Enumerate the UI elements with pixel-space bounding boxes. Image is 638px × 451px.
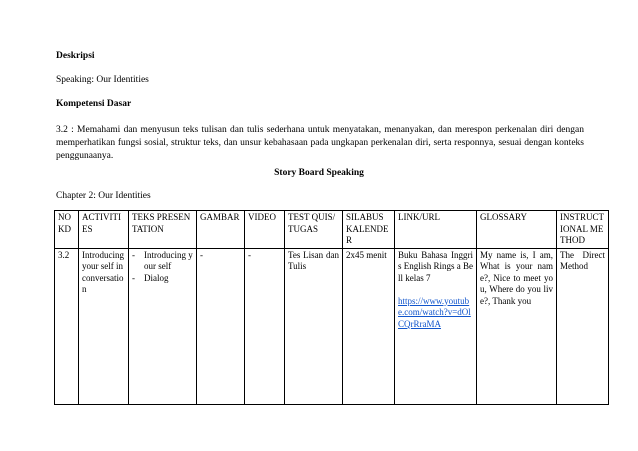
cell-video: - — [245, 248, 285, 404]
cell-glossary: My name is, I am, What is your name?, Nice to meet you, Where do you live?, Thank you — [477, 248, 557, 404]
header-method: INSTRUCTIONAL METHOD — [557, 211, 609, 249]
header-no-kd: NO KD — [55, 211, 79, 249]
cell-test: Tes Lisan dan Tulis — [285, 248, 343, 404]
header-glossary: GLOSSARY — [477, 211, 557, 249]
header-test: TEST QUIS/TUGAS — [285, 211, 343, 249]
deskripsi-text: Speaking: Our Identities — [56, 75, 149, 85]
table-row — [55, 248, 609, 404]
kompetensi-dasar-text: 3.2 : Memahami dan menyusun teks tulisan dan tulis sederhana untuk menyatakan, menanyakan, dan merespon perkenalan diri dengan memperhatikan fungsi sosial, struktur teks, dan unsur kebahasaan pada ungkapan perkenalan diri, serta responnya, sesuai dengan konteks penggunaanya. — [56, 125, 584, 161]
header-video: VIDEO — [245, 211, 285, 249]
cell-no-kd: 3.2 — [55, 248, 79, 404]
cell-method: The Direct Method — [557, 248, 609, 404]
header-silabus: SILABUS KALENDER — [343, 211, 395, 249]
bullet-dash: - — [132, 249, 135, 260]
teks-item-introducing: Introducing your self — [144, 249, 193, 271]
header-teks-presentation: TEKS PRESENTATION — [129, 211, 197, 249]
bullet-dash: - — [132, 272, 135, 283]
link-source-text: Buku Bahasa Inggris English Rings a Bell kelas 7 — [398, 249, 474, 283]
deskripsi-heading: Deskripsi — [56, 51, 95, 61]
header-link-url: LINK/URL — [395, 211, 477, 249]
cell-link — [395, 248, 477, 404]
storyboard-table — [54, 210, 609, 405]
header-activities: ACTIVITIES — [79, 211, 129, 249]
cell-teks — [129, 248, 197, 404]
youtube-link[interactable]: https://www.youtube.com/watch?v=dOlCQrRraMA — [398, 295, 471, 329]
storyboard-title: Story Board Speaking — [274, 168, 364, 178]
list-item — [132, 250, 193, 273]
list-item — [132, 273, 193, 285]
cell-activities: Introducing your self in conversation — [79, 248, 129, 404]
chapter-label: Chapter 2: Our Identities — [56, 191, 151, 201]
table-header-row — [55, 211, 609, 249]
teks-item-dialog: Dialog — [144, 272, 169, 283]
kompetensi-dasar-heading: Kompetensi Dasar — [56, 99, 132, 109]
cell-gambar: - — [197, 248, 245, 404]
cell-silabus: 2x45 menit — [343, 248, 395, 404]
header-gambar: GAMBAR — [197, 211, 245, 249]
